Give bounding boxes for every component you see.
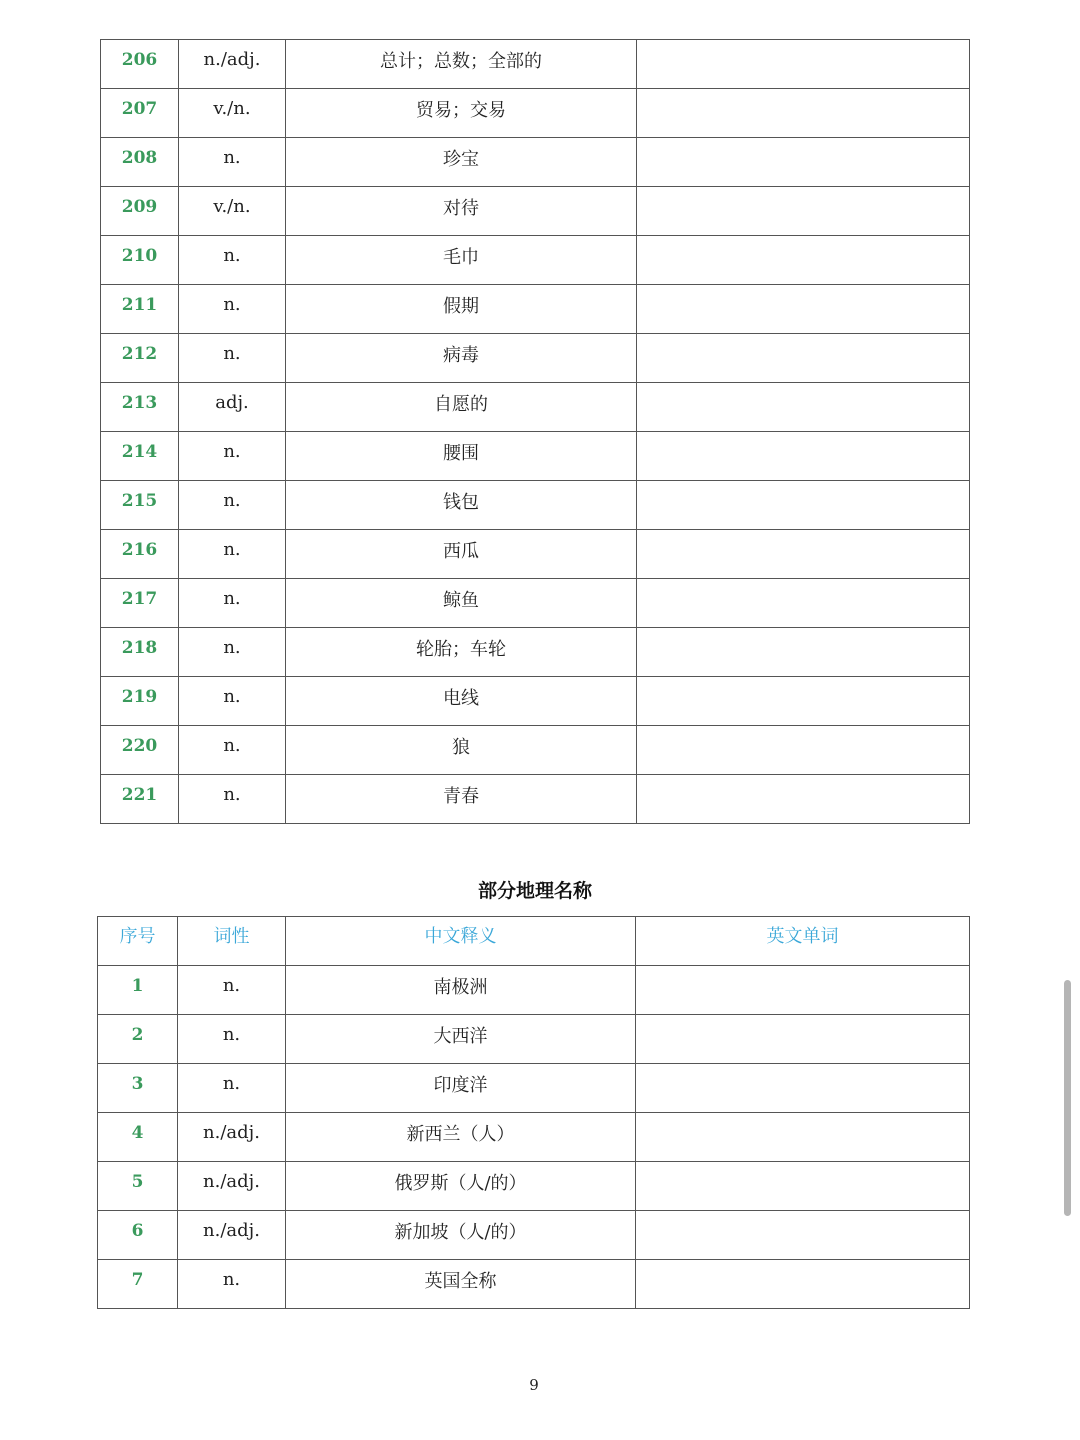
table-row [98, 1015, 970, 1064]
en-cell [637, 481, 970, 530]
part-of-speech: v./n. [213, 98, 251, 119]
english-word [636, 1113, 969, 1121]
entry-number: 5 [131, 1172, 144, 1192]
en-cell [636, 1260, 970, 1309]
header-num [98, 917, 178, 966]
pos-cell [178, 1260, 286, 1309]
table-row [101, 481, 970, 530]
chinese-meaning: 西瓜 [443, 541, 479, 562]
en-cell [636, 966, 970, 1015]
num-cell [98, 1064, 178, 1113]
pos-cell [179, 677, 286, 726]
table-row [101, 236, 970, 285]
english-word [636, 1211, 969, 1219]
table-row [101, 383, 970, 432]
en-cell [636, 1162, 970, 1211]
table-row [98, 1211, 970, 1260]
english-word [636, 1162, 969, 1170]
cn-cell [286, 138, 637, 187]
chinese-meaning: 腰围 [443, 443, 479, 464]
part-of-speech: n./adj. [203, 49, 261, 70]
en-cell [637, 432, 970, 481]
chinese-meaning: 鲸鱼 [443, 590, 479, 611]
cn-cell [286, 432, 637, 481]
part-of-speech: n./adj. [203, 1171, 260, 1192]
entry-number: 216 [121, 540, 158, 560]
pos-cell [179, 775, 286, 824]
num-cell [101, 432, 179, 481]
table-row [101, 628, 970, 677]
chinese-meaning: 英国全称 [424, 1271, 497, 1292]
table-row [101, 677, 970, 726]
entry-number: 211 [121, 295, 158, 315]
table-row [101, 187, 970, 236]
header-en-label: 英文单词 [766, 926, 839, 947]
num-cell [98, 966, 178, 1015]
en-cell [637, 628, 970, 677]
vocab-table-1 [100, 39, 970, 824]
pos-cell [179, 726, 286, 775]
chinese-meaning: 钱包 [443, 492, 479, 513]
cn-cell [286, 40, 637, 89]
english-word [637, 187, 969, 195]
part-of-speech: n. [223, 735, 241, 756]
chinese-meaning: 自愿的 [434, 394, 488, 415]
english-word [637, 775, 969, 783]
table-row [101, 40, 970, 89]
en-cell [637, 579, 970, 628]
entry-number: 212 [121, 344, 158, 364]
chinese-meaning: 总计；总数；全部的 [380, 51, 542, 72]
english-word [637, 481, 969, 489]
entry-number: 7 [131, 1270, 144, 1290]
part-of-speech: n. [223, 343, 241, 364]
chinese-meaning: 病毒 [443, 345, 479, 366]
num-cell [101, 89, 179, 138]
cn-cell [286, 1162, 636, 1211]
chinese-meaning: 假期 [443, 296, 479, 317]
num-cell [98, 1015, 178, 1064]
table-row [101, 530, 970, 579]
part-of-speech: n. [222, 975, 241, 996]
chinese-meaning: 珍宝 [443, 149, 479, 170]
cn-cell [286, 481, 637, 530]
num-cell [101, 40, 179, 89]
table-row [98, 966, 970, 1015]
part-of-speech: n. [222, 1269, 241, 1290]
en-cell [637, 726, 970, 775]
table-row [98, 1162, 970, 1211]
english-word [637, 138, 969, 146]
cn-cell [286, 1260, 636, 1309]
en-cell [637, 530, 970, 579]
part-of-speech: n. [223, 490, 241, 511]
part-of-speech: n./adj. [203, 1220, 260, 1241]
table-row [101, 138, 970, 187]
pos-cell [178, 1064, 286, 1113]
chinese-meaning: 轮胎；车轮 [416, 639, 506, 660]
en-cell [636, 1064, 970, 1113]
english-word [637, 530, 969, 538]
cn-cell [286, 285, 637, 334]
cn-cell [286, 187, 637, 236]
part-of-speech: adj. [215, 392, 249, 413]
english-word [637, 432, 969, 440]
table-row [101, 334, 970, 383]
chinese-meaning: 新西兰（人） [406, 1124, 515, 1145]
cn-cell [286, 579, 637, 628]
cn-cell [286, 334, 637, 383]
entry-number: 213 [121, 393, 158, 413]
table-row [98, 1064, 970, 1113]
entry-number: 6 [131, 1221, 144, 1241]
num-cell [101, 285, 179, 334]
part-of-speech: n. [223, 147, 241, 168]
num-cell [101, 726, 179, 775]
pos-cell [179, 138, 286, 187]
cn-cell [286, 89, 637, 138]
english-word [637, 285, 969, 293]
entry-number: 1 [131, 976, 144, 996]
num-cell [101, 628, 179, 677]
num-cell [101, 677, 179, 726]
en-cell [637, 138, 970, 187]
num-cell [98, 1113, 178, 1162]
pos-cell [179, 285, 286, 334]
num-cell [101, 481, 179, 530]
cn-cell [286, 677, 637, 726]
num-cell [98, 1162, 178, 1211]
table-row [101, 432, 970, 481]
num-cell [101, 383, 179, 432]
header-num-label: 序号 [119, 926, 156, 947]
part-of-speech: n. [223, 294, 241, 315]
cn-cell [286, 775, 637, 824]
cn-cell [286, 1113, 636, 1162]
pos-cell [179, 432, 286, 481]
num-cell [98, 1260, 178, 1309]
en-cell [636, 1015, 970, 1064]
entry-number: 206 [121, 50, 158, 70]
english-word [637, 677, 969, 685]
entry-number: 220 [121, 736, 158, 756]
cn-cell [286, 726, 637, 775]
num-cell [101, 236, 179, 285]
entry-number: 209 [121, 197, 158, 217]
part-of-speech: n. [223, 245, 241, 266]
entry-number: 217 [121, 589, 158, 609]
english-word [637, 579, 969, 587]
table-header-row [98, 917, 970, 966]
part-of-speech: n./adj. [203, 1122, 260, 1143]
header-cn-label: 中文释义 [424, 926, 497, 947]
english-word [637, 726, 969, 734]
cn-cell [286, 383, 637, 432]
english-word [637, 628, 969, 636]
chinese-meaning: 贸易；交易 [416, 100, 506, 121]
chinese-meaning: 对待 [443, 198, 479, 219]
en-cell [637, 40, 970, 89]
entry-number: 219 [121, 687, 158, 707]
english-word [636, 1260, 969, 1268]
english-word [637, 334, 969, 342]
pos-cell [179, 628, 286, 677]
pos-cell [179, 40, 286, 89]
chinese-meaning: 大西洋 [433, 1026, 488, 1047]
entry-number: 221 [121, 785, 158, 805]
pos-cell [178, 1113, 286, 1162]
entry-number: 2 [131, 1025, 144, 1045]
en-cell [637, 775, 970, 824]
chinese-meaning: 印度洋 [433, 1075, 488, 1096]
en-cell [637, 187, 970, 236]
pos-cell [178, 1015, 286, 1064]
chinese-meaning: 新加坡（人/的） [394, 1222, 527, 1243]
table-row [98, 1113, 970, 1162]
pos-cell [178, 1211, 286, 1260]
en-cell [637, 236, 970, 285]
entry-number: 218 [121, 638, 158, 658]
part-of-speech: n. [223, 539, 241, 560]
english-word [637, 236, 969, 244]
entry-number: 214 [121, 442, 158, 462]
en-cell [637, 677, 970, 726]
pos-cell [179, 334, 286, 383]
pos-cell [179, 579, 286, 628]
cn-cell [286, 1015, 636, 1064]
cn-cell [286, 1064, 636, 1113]
table-row [98, 1260, 970, 1309]
pos-cell [179, 89, 286, 138]
entry-number: 3 [131, 1074, 144, 1094]
pos-cell [179, 187, 286, 236]
part-of-speech: n. [223, 588, 241, 609]
part-of-speech: n. [222, 1073, 241, 1094]
english-word [636, 1015, 969, 1023]
part-of-speech: n. [222, 1024, 241, 1045]
table-row [101, 775, 970, 824]
num-cell [101, 579, 179, 628]
num-cell [101, 138, 179, 187]
en-cell [636, 1211, 970, 1260]
section-title: 部分地理名称 [477, 880, 592, 902]
part-of-speech: n. [223, 441, 241, 462]
pos-cell [179, 236, 286, 285]
header-en [636, 917, 970, 966]
table-row [101, 579, 970, 628]
cn-cell [286, 236, 637, 285]
en-cell [636, 1113, 970, 1162]
english-word [636, 966, 969, 974]
table-row [101, 285, 970, 334]
pos-cell [178, 966, 286, 1015]
en-cell [637, 334, 970, 383]
pos-cell [179, 530, 286, 579]
header-pos-label: 词性 [213, 926, 250, 947]
pos-cell [178, 1162, 286, 1211]
chinese-meaning: 南极洲 [433, 977, 488, 998]
entry-number: 208 [121, 148, 158, 168]
part-of-speech: n. [223, 637, 241, 658]
cn-cell [286, 1211, 636, 1260]
english-word [637, 40, 969, 48]
chinese-meaning: 毛巾 [443, 247, 479, 268]
num-cell [101, 775, 179, 824]
chinese-meaning: 电线 [443, 688, 479, 709]
chinese-meaning: 青春 [443, 786, 479, 807]
num-cell [101, 334, 179, 383]
num-cell [101, 530, 179, 579]
english-word [637, 89, 969, 97]
header-cn [286, 917, 636, 966]
num-cell [101, 187, 179, 236]
en-cell [637, 285, 970, 334]
en-cell [637, 383, 970, 432]
en-cell [637, 89, 970, 138]
page-number: 9 [529, 1376, 539, 1394]
table-row [101, 726, 970, 775]
vocab-table-2 [97, 916, 970, 1309]
num-cell [98, 1211, 178, 1260]
scrollbar-thumb[interactable] [1064, 980, 1071, 1216]
entry-number: 207 [121, 99, 158, 119]
entry-number: 215 [121, 491, 158, 511]
pos-cell [179, 481, 286, 530]
chinese-meaning: 狼 [452, 737, 470, 758]
chinese-meaning: 俄罗斯（人/的） [394, 1173, 527, 1194]
part-of-speech: n. [223, 784, 241, 805]
pos-cell [179, 383, 286, 432]
entry-number: 4 [131, 1123, 144, 1143]
header-pos [178, 917, 286, 966]
part-of-speech: n. [223, 686, 241, 707]
cn-cell [286, 966, 636, 1015]
english-word [637, 383, 969, 391]
cn-cell [286, 530, 637, 579]
entry-number: 210 [121, 246, 158, 266]
part-of-speech: v./n. [213, 196, 251, 217]
table-row [101, 89, 970, 138]
english-word [636, 1064, 969, 1072]
cn-cell [286, 628, 637, 677]
